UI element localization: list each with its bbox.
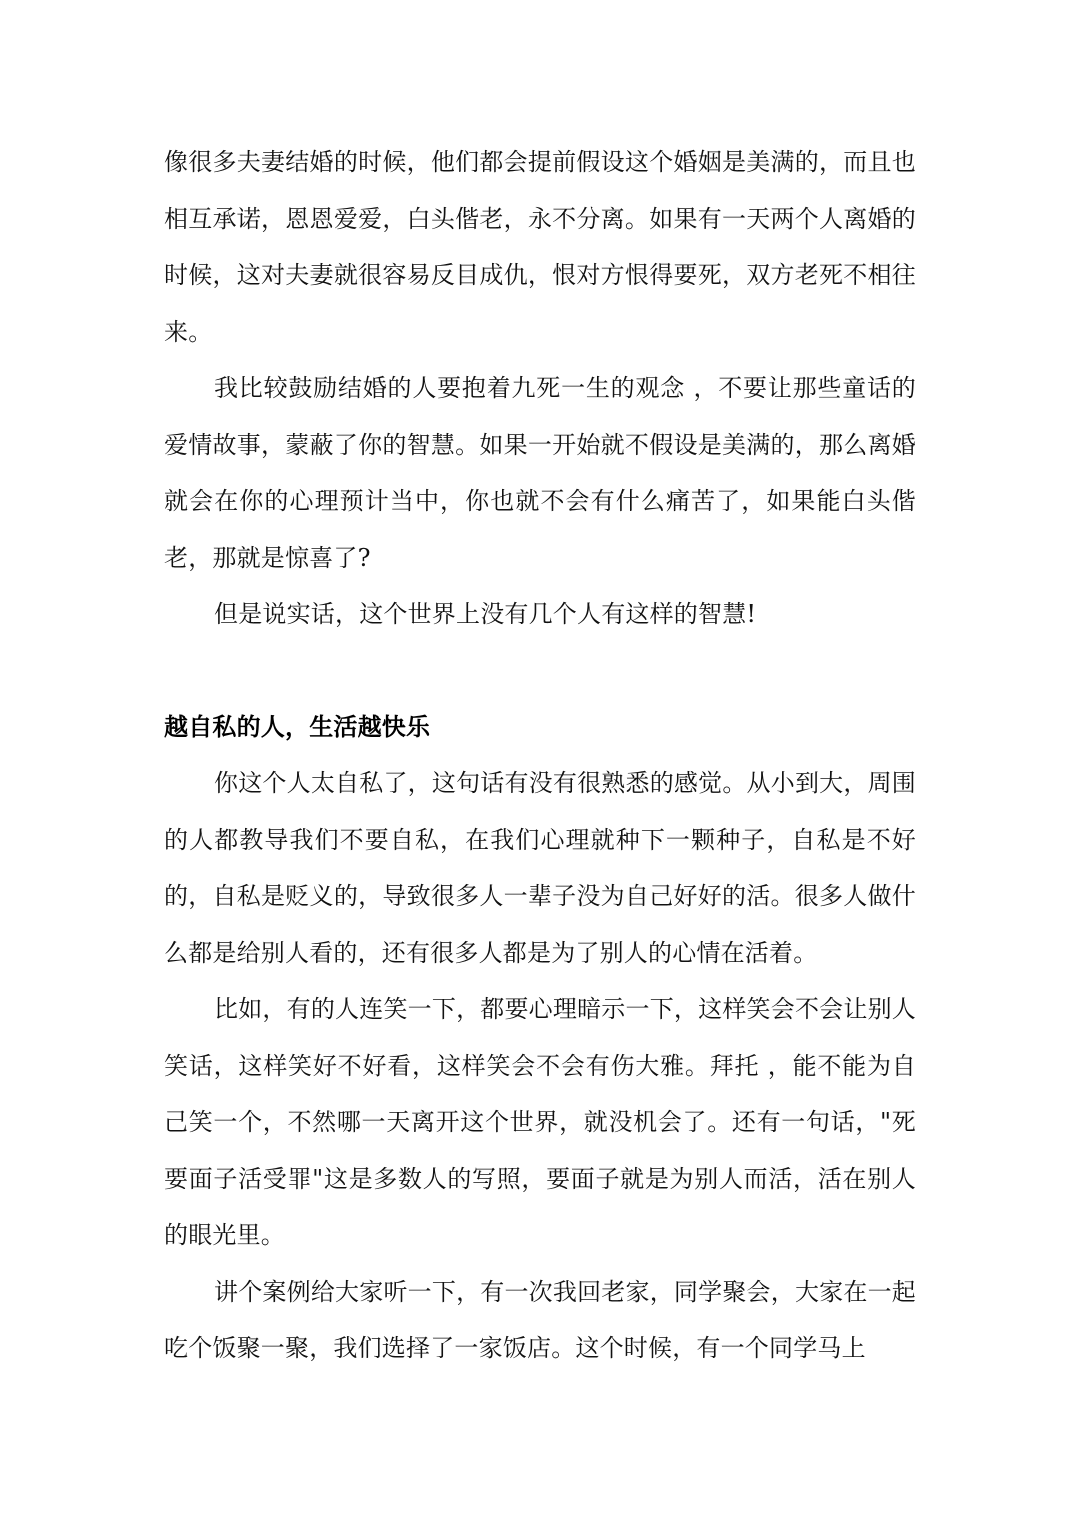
paragraph-marriage-assumption: 像很多夫妻结婚的时候，他们都会提前假设这个婚姻是美满的，而且也相互承诺，恩恩爱爱，白头偕老，永不分离。如果有一天两个人离婚的时候，这对夫妻就很容易反目成仇，恨对方恨得要死，双方老死不相往来。 xyxy=(164,148,916,346)
section-spacer xyxy=(164,643,916,699)
section-heading: 越自私的人，生活越快乐 xyxy=(164,712,431,741)
document-body xyxy=(164,134,916,1377)
paragraph-selfishness: 你这个人太自私了，这句话有没有很熟悉的感觉。从小到大，周围的人都教导我们不要自私，在我们心理就种下一颗种子，自私是不好的，自私是贬义的，导致很多人一辈子没为自己好好的活。很多人做什么都是给别人看的，还有很多人都是为了别人的心情在活着。 xyxy=(164,769,916,967)
paragraph-smile-example: 比如，有的人连笑一下，都要心理暗示一下，这样笑会不会让别人笑话，这样笑好不好看，这样笑会不会有伤大雅。拜托 ，能不能为自己笑一个，不然哪一天离开这个世界，就没机会了。还有一句话，"死要面子活受罪"这是多数人的写照，要面子就是为别人而活，活在别人的眼光里。 xyxy=(164,995,916,1249)
paragraph-reunion-story: 讲个案例给大家听一下，有一次我回老家，同学聚会，大家在一起吃个饭聚一聚，我们选择了一家饭店。这个时候，有一个同学马上 xyxy=(164,1277,916,1362)
paragraph-nine-deaths-one-life: 我比较鼓励结婚的人要抱着九死一生的观念 ，不要让那些童话的爱情故事，蒙蔽了你的智慧。如果一开始就不假设是美满的，那么离婚就会在你的心理预计当中，你也就不会有什么痛苦了，如果能白头偕老，那就是惊喜了? xyxy=(164,374,916,572)
paragraph-wisdom-remark: 但是说实话，这个世界上没有几个人有这样的智慧! xyxy=(214,600,757,628)
